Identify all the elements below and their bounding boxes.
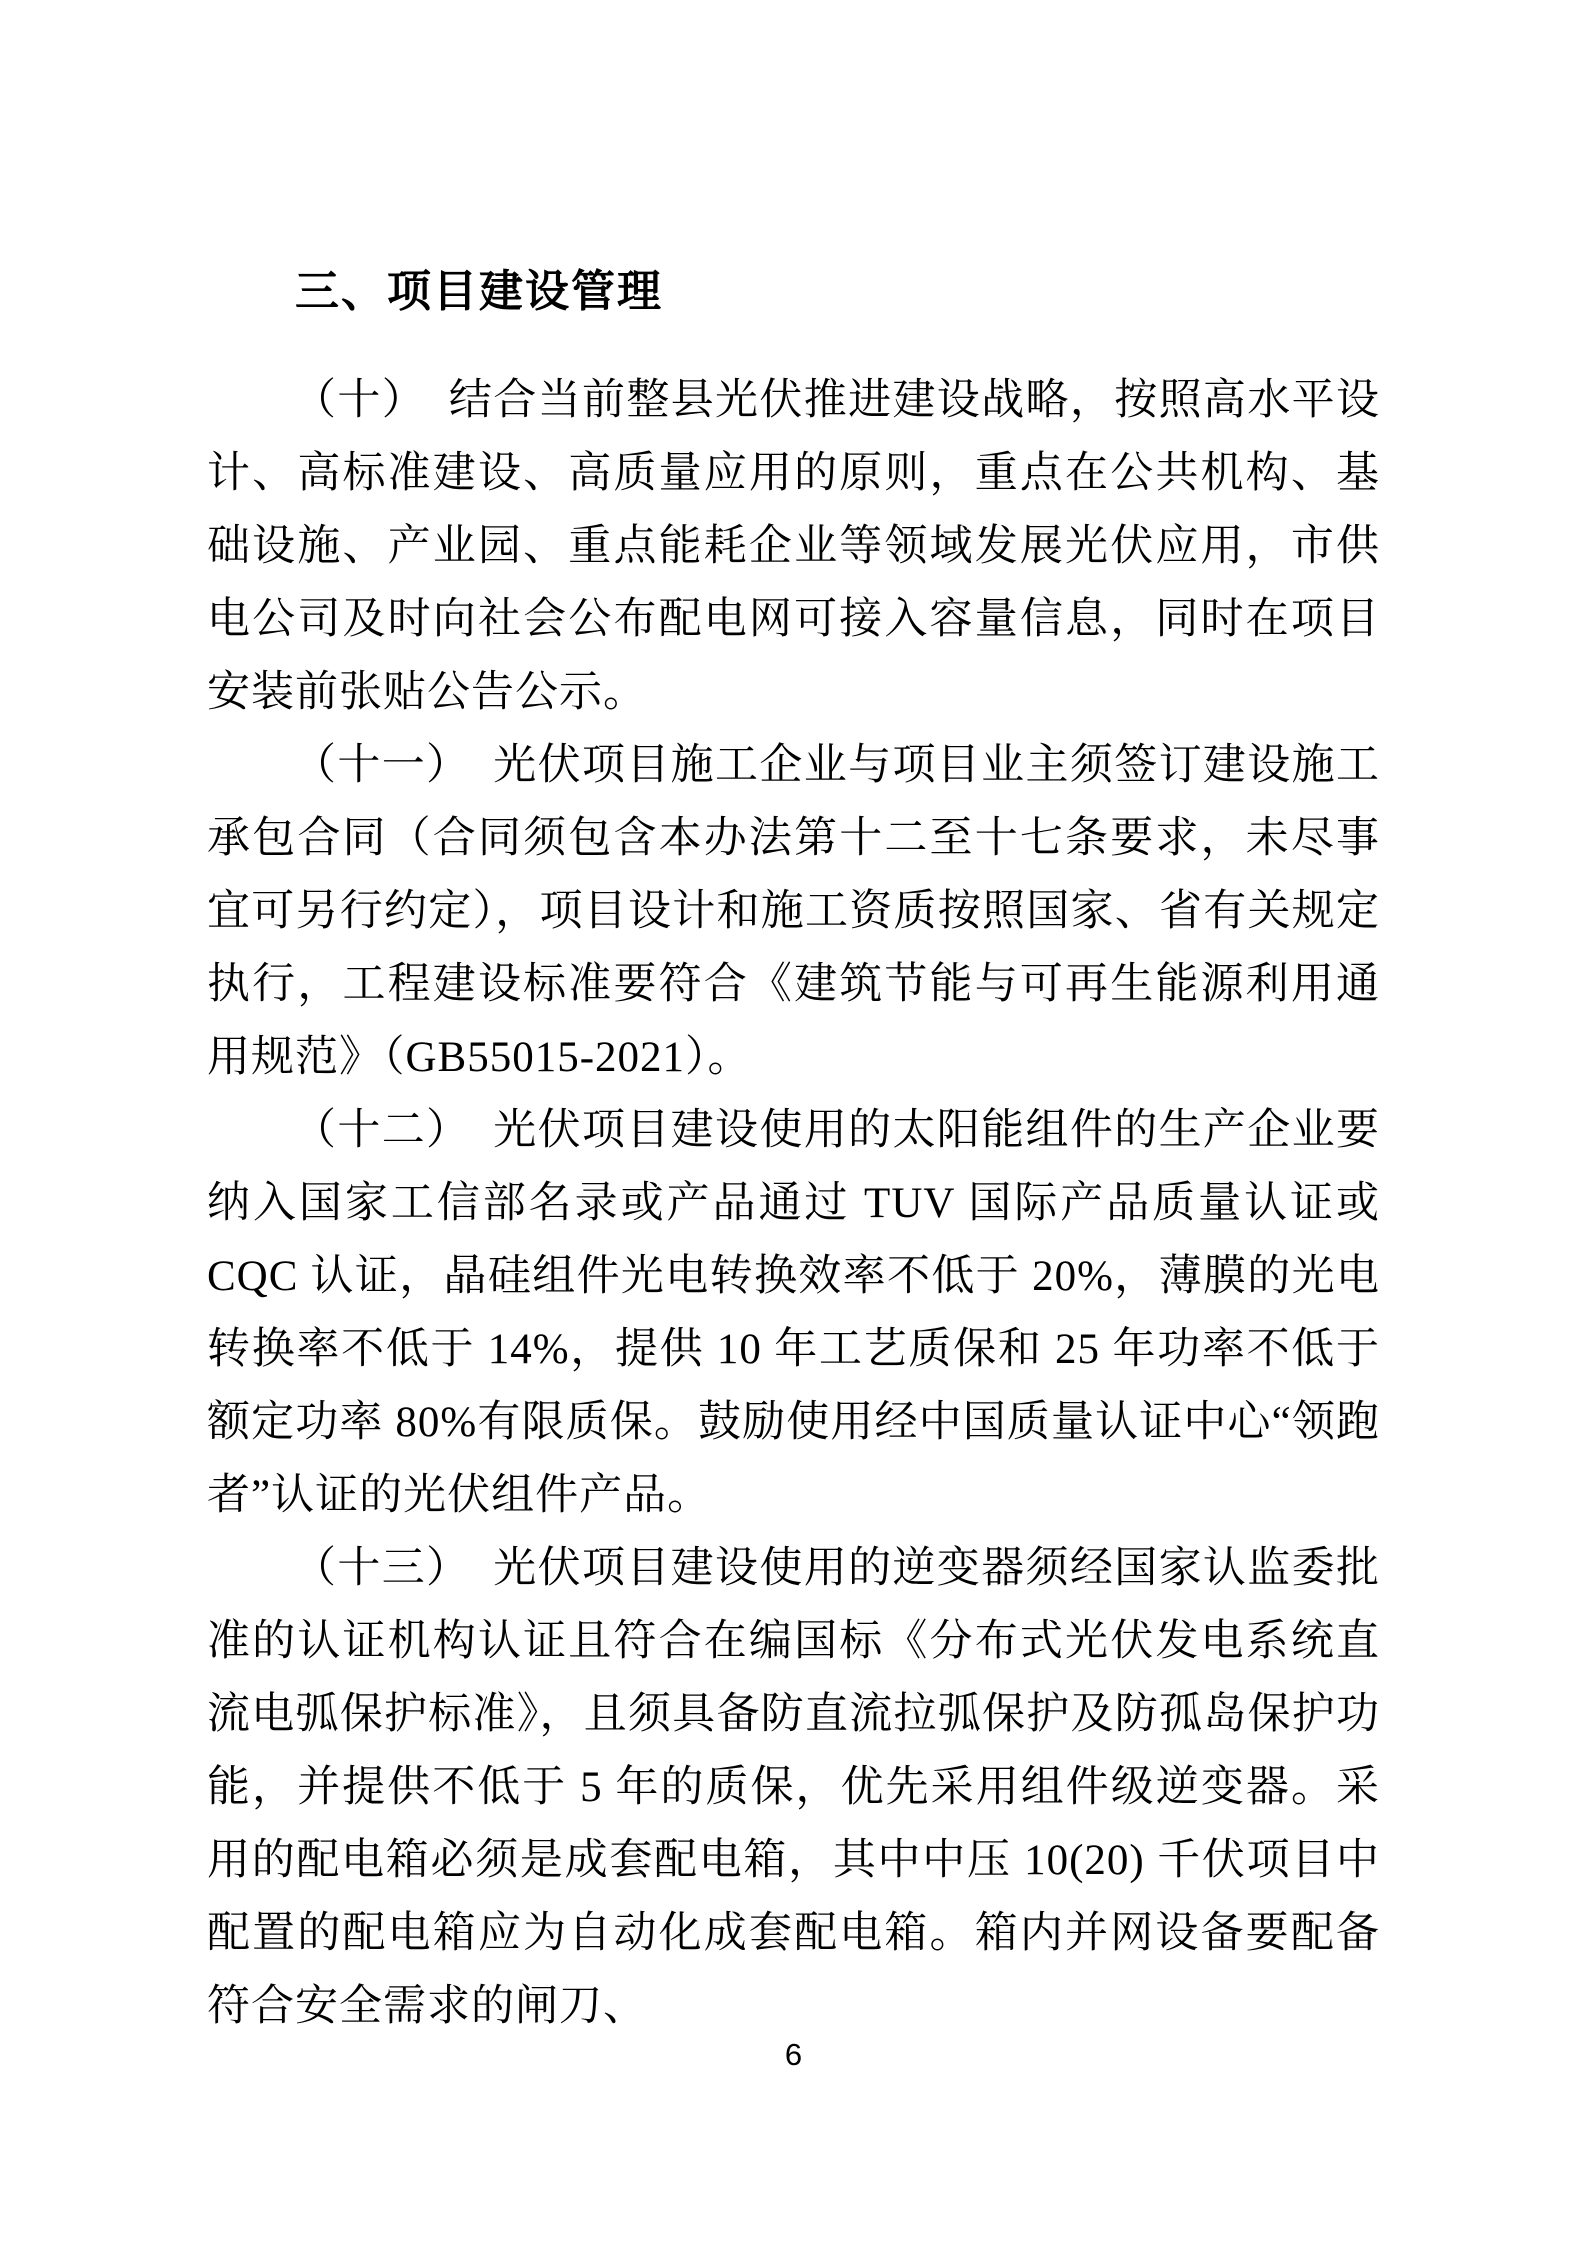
paragraph-clause-10: （十） 结合当前整县光伏推进建设战略，按照高水平设计、高标准建设、高质量应用的原则，重点在公共机构、基础设施、产业园、重点能耗企业等领域发展光伏应用，市供电公司及时向社会公布配电网可接入容量信息，同时在项目安装前张贴公告公示。 bbox=[207, 377, 1380, 716]
document-content bbox=[207, 255, 1380, 2043]
paragraph-clause-12: （十二） 光伏项目建设使用的太阳能组件的生产企业要纳入国家工信部名录或产品通过 TUV 国际产品质量认证或 CQC 认证，晶硅组件光电转换效率不低于 20%，薄膜的光电转换率不低于 14%，提供 10 年工艺质保和 25 年功率不低于额定功率 80%有限质保。鼓励使用经中国质量认证中心“领跑者”认证的光伏组件产品。 bbox=[207, 1107, 1380, 1519]
paragraph-clause-13: （十三） 光伏项目建设使用的逆变器须经国家认监委批准的认证机构认证且符合在编国标《分布式光伏发电系统直流电弧保护标准》，且须具备防直流拉弧保护及防孤岛保护功能，并提供不低于 5 年的质保，优先采用组件级逆变器。采用的配电箱必须是成套配电箱，其中中压 10(20) 千伏项目中配置的配电箱应为自动化成套配电箱。箱内并网设备要配备符合安全需求的闸刀、 bbox=[207, 1545, 1380, 2030]
section-heading: 三、项目建设管理 bbox=[295, 267, 663, 316]
page-number: 6 bbox=[784, 2037, 803, 2072]
paragraph-clause-11: （十一） 光伏项目施工企业与项目业主须签订建设施工承包合同（合同须包含本办法第十二至十七条要求，未尽事宜可另行约定），项目设计和施工资质按照国家、省有关规定执行，工程建设标准要符合《建筑节能与可再生能源利用通用规范》（GB55015-2021）。 bbox=[207, 742, 1380, 1081]
